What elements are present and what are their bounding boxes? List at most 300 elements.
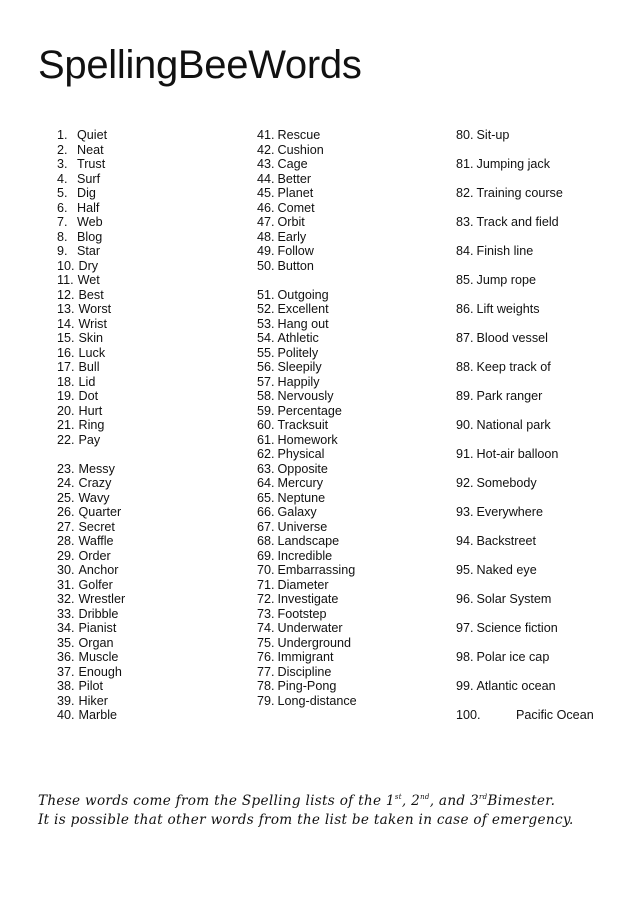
word-number: 65. [257, 490, 275, 505]
word-item [257, 491, 357, 506]
word-number: 54. [257, 331, 275, 345]
word-text: Skin [78, 331, 104, 345]
word-text: Muscle [78, 650, 119, 664]
word-number: 70. [257, 563, 275, 577]
word-item [57, 520, 125, 535]
footer-text: , 2 [401, 793, 421, 809]
word-item [257, 128, 357, 143]
word-number: 33. [57, 606, 75, 621]
word-number: 62. [257, 447, 275, 461]
word-number: 30. [57, 563, 75, 577]
footer-text: Bimester. [487, 793, 556, 809]
word-text: Blood vessel [476, 331, 548, 345]
word-number: 7. [57, 215, 68, 229]
spacer [257, 273, 357, 288]
word-item [456, 563, 594, 592]
word-number: 48. [257, 229, 275, 244]
word-item [456, 215, 594, 244]
word-text: Atlantic ocean [476, 679, 556, 693]
word-text: Dig [77, 186, 96, 200]
word-number: 44. [257, 171, 275, 186]
word-number: 73. [257, 606, 275, 621]
word-text: Web [77, 215, 103, 229]
word-text: Organ [78, 635, 114, 650]
word-number: 71. [257, 577, 275, 592]
word-number: 81. [456, 157, 474, 171]
word-number: 95. [456, 563, 474, 577]
word-number: 6. [57, 200, 68, 215]
word-text: Quarter [78, 505, 122, 519]
word-text: Investigate [277, 592, 339, 606]
word-text: Enough [78, 664, 122, 679]
word-number: 82. [456, 186, 474, 200]
word-item [57, 375, 125, 390]
word-item [456, 476, 594, 505]
word-text: Comet [277, 200, 315, 215]
word-item [57, 244, 125, 259]
word-item [456, 505, 594, 534]
word-item [456, 128, 594, 157]
word-item [456, 418, 594, 447]
word-text: Embarrassing [277, 563, 356, 577]
word-item [57, 679, 125, 694]
word-item [257, 534, 357, 549]
word-text: Athletic [277, 331, 319, 345]
word-number: 58. [257, 389, 275, 403]
word-number: 23. [57, 461, 75, 476]
word-text: Tracksuit [277, 418, 329, 432]
word-text: Hurt [78, 403, 103, 418]
word-text: Backstreet [476, 534, 537, 548]
word-text: Order [78, 548, 111, 563]
word-text: Lift weights [476, 302, 540, 316]
word-item [57, 172, 125, 187]
word-number: 47. [257, 215, 275, 229]
word-text: Nervously [277, 389, 334, 403]
word-number: 59. [257, 403, 275, 418]
word-number: 16. [57, 345, 75, 360]
word-text: Finish line [476, 244, 534, 258]
word-text: Neat [77, 142, 104, 157]
word-text: Dot [78, 389, 99, 403]
word-item [257, 447, 357, 462]
word-number: 83. [456, 215, 474, 229]
word-text: Cage [277, 157, 308, 171]
word-item [257, 346, 357, 361]
word-number: 100. [456, 708, 481, 722]
word-item [257, 607, 357, 622]
word-number: 26. [57, 505, 75, 519]
word-item [257, 375, 357, 390]
word-text: Crazy [78, 476, 112, 490]
word-item [57, 665, 125, 680]
word-number: 51. [257, 287, 275, 302]
word-text: National park [476, 418, 551, 432]
word-text: Hiker [78, 693, 108, 708]
word-item [456, 592, 594, 621]
word-text: Half [77, 200, 100, 215]
word-number: 19. [57, 389, 75, 403]
word-column-3 [456, 128, 594, 737]
word-text: Wrestler [78, 592, 126, 606]
word-text: Bull [78, 360, 100, 374]
word-item [57, 389, 125, 404]
word-text: Naked eye [476, 563, 537, 577]
word-text: Best [78, 287, 104, 302]
word-text: Dribble [78, 606, 119, 621]
word-number: 57. [257, 374, 275, 389]
word-text: Universe [277, 519, 328, 534]
footer-text: , and 3 [429, 793, 479, 809]
word-number: 32. [57, 592, 75, 606]
word-text: Star [77, 244, 101, 258]
word-item [57, 273, 125, 288]
word-number: 35. [57, 635, 75, 650]
word-number: 25. [57, 490, 75, 505]
word-item [456, 650, 594, 679]
word-item [57, 549, 125, 564]
word-number: 69. [257, 548, 275, 563]
word-item [257, 360, 357, 375]
word-item [257, 302, 357, 317]
word-item [456, 157, 594, 186]
word-number: 27. [57, 519, 75, 534]
word-item [456, 708, 594, 737]
word-item [257, 389, 357, 404]
word-item [257, 244, 357, 259]
word-number: 96. [456, 592, 474, 606]
word-item [57, 201, 125, 216]
word-item [57, 636, 125, 651]
word-text: Pacific Ocean [516, 708, 594, 722]
word-text: Incredible [277, 548, 333, 563]
word-number: 5. [57, 186, 68, 200]
word-text: Pilot [78, 679, 104, 693]
word-text: Worst [78, 302, 112, 316]
word-text: Jumping jack [476, 157, 551, 171]
word-text: Rescue [277, 128, 321, 142]
footer-sup: nd [420, 793, 430, 801]
word-item [257, 157, 357, 172]
word-item [57, 462, 125, 477]
word-text: Solar System [476, 592, 552, 606]
word-text: Footstep [277, 606, 327, 621]
word-item [57, 694, 125, 709]
word-item [57, 592, 125, 607]
word-item [456, 273, 594, 302]
word-text: Waffle [78, 534, 114, 548]
word-item [456, 389, 594, 418]
word-text: Keep track of [476, 360, 551, 374]
word-text: Golfer [78, 577, 113, 592]
word-number: 4. [57, 171, 68, 186]
word-item [257, 462, 357, 477]
word-item [456, 621, 594, 650]
word-number: 13. [57, 302, 75, 316]
word-item [257, 694, 357, 709]
word-number: 72. [257, 592, 275, 606]
word-text: Anchor [78, 563, 119, 577]
spacer [57, 447, 125, 462]
word-number: 60. [257, 418, 275, 432]
word-text: Neptune [277, 490, 326, 505]
word-text: Long-distance [277, 693, 357, 708]
word-text: Wrist [78, 316, 107, 331]
word-text: Underground [277, 635, 352, 650]
word-item [456, 302, 594, 331]
word-item [257, 143, 357, 158]
word-number: 68. [257, 534, 275, 548]
word-number: 38. [57, 679, 75, 693]
word-item [57, 578, 125, 593]
footer-sup: st [394, 793, 402, 801]
word-text: Early [277, 229, 307, 244]
word-number: 29. [57, 548, 75, 563]
word-item [57, 607, 125, 622]
word-item [456, 447, 594, 476]
word-text: Lid [78, 374, 96, 389]
word-item [57, 230, 125, 245]
word-item [257, 433, 357, 448]
word-item [257, 418, 357, 433]
word-item [257, 186, 357, 201]
word-text: Training course [476, 186, 563, 200]
word-item [57, 418, 125, 433]
word-text: Surf [77, 171, 101, 186]
word-text: Happily [277, 374, 320, 389]
word-number: 56. [257, 360, 275, 374]
word-number: 10. [57, 258, 75, 273]
word-item [57, 534, 125, 549]
word-item [257, 404, 357, 419]
footer-text: These words come from the Spelling lists of the 1 [38, 793, 395, 809]
word-item [57, 186, 125, 201]
word-item [257, 636, 357, 651]
word-item [57, 143, 125, 158]
word-column-2 [257, 128, 357, 708]
word-text: Everywhere [476, 505, 544, 519]
word-item [257, 578, 357, 593]
word-number: 67. [257, 519, 275, 534]
word-item [57, 302, 125, 317]
word-item [257, 679, 357, 694]
word-number: 21. [57, 418, 75, 432]
word-number: 93. [456, 505, 474, 519]
word-text: Wavy [78, 490, 110, 505]
word-number: 43. [257, 157, 275, 171]
word-text: Physical [277, 447, 325, 461]
word-number: 99. [456, 679, 474, 693]
word-item [257, 476, 357, 491]
word-number: 97. [456, 621, 474, 635]
word-number: 22. [57, 432, 75, 447]
word-number: 66. [257, 505, 275, 519]
word-item [57, 404, 125, 419]
word-text: Homework [277, 432, 338, 447]
word-item [57, 215, 125, 230]
word-item [57, 259, 125, 274]
word-number: 45. [257, 186, 275, 200]
word-text: Underwater [277, 621, 343, 635]
word-number: 24. [57, 476, 75, 490]
word-text: Marble [78, 708, 118, 722]
word-item [57, 157, 125, 172]
word-item [257, 563, 357, 578]
word-item [57, 476, 125, 491]
word-text: Better [277, 171, 312, 186]
word-item [57, 317, 125, 332]
word-item [456, 331, 594, 360]
word-item [57, 621, 125, 636]
word-item [257, 621, 357, 636]
word-number: 98. [456, 650, 474, 664]
word-item [257, 288, 357, 303]
word-number: 63. [257, 461, 275, 476]
word-number: 64. [257, 476, 275, 490]
word-text: Ping-Pong [277, 679, 337, 693]
word-number: 86. [456, 302, 474, 316]
word-number: 8. [57, 229, 68, 244]
word-item [57, 346, 125, 361]
word-number: 74. [257, 621, 275, 635]
word-number: 79. [257, 693, 275, 708]
word-text: Park ranger [476, 389, 543, 403]
word-item [57, 650, 125, 665]
word-item [257, 331, 357, 346]
word-number: 40. [57, 708, 75, 722]
word-text: Ring [78, 418, 105, 432]
word-number: 46. [257, 200, 275, 215]
word-text: Politely [277, 345, 319, 360]
word-text: Wet [77, 273, 100, 287]
word-text: Hang out [277, 316, 329, 331]
word-number: 41. [257, 128, 275, 142]
word-item [257, 172, 357, 187]
word-number: 50. [257, 258, 275, 273]
word-item [57, 491, 125, 506]
word-text: Immigrant [277, 650, 334, 664]
word-item [456, 186, 594, 215]
word-item [257, 230, 357, 245]
word-number: 90. [456, 418, 474, 432]
word-number: 77. [257, 664, 275, 679]
word-number: 39. [57, 693, 75, 708]
word-number: 53. [257, 316, 275, 331]
footer-line-1 [38, 788, 574, 811]
word-text: Diameter [277, 577, 329, 592]
word-item [57, 563, 125, 578]
word-item [257, 317, 357, 332]
word-number: 61. [257, 432, 275, 447]
word-text: Mercury [277, 476, 323, 490]
footer-line-2: It is possible that other words from the list be taken in case of emergency. [38, 812, 574, 828]
word-text: Button [277, 258, 314, 273]
word-item [257, 505, 357, 520]
footer-note [38, 788, 574, 830]
word-item [57, 288, 125, 303]
word-number: 89. [456, 389, 474, 403]
word-number: 87. [456, 331, 474, 345]
word-item [456, 360, 594, 389]
word-number: 9. [57, 244, 68, 258]
word-number: 31. [57, 577, 75, 592]
word-number: 76. [257, 650, 275, 664]
word-number: 42. [257, 142, 275, 157]
word-item [57, 433, 125, 448]
word-number: 49. [257, 244, 275, 258]
word-number: 12. [57, 287, 75, 302]
word-item [57, 128, 125, 143]
word-text: Outgoing [277, 287, 329, 302]
word-item [257, 665, 357, 680]
word-number: 15. [57, 331, 75, 345]
word-text: Polar ice cap [476, 650, 550, 664]
word-number: 2. [57, 142, 68, 157]
page-title: SpellingBeeWords [38, 43, 362, 87]
word-number: 11. [57, 273, 74, 287]
word-item [456, 679, 594, 708]
word-text: Dry [78, 258, 99, 273]
word-item [257, 650, 357, 665]
word-text: Opposite [277, 461, 328, 476]
word-item [57, 708, 125, 723]
word-text: Galaxy [277, 505, 317, 519]
word-item [57, 505, 125, 520]
word-text: Excellent [277, 302, 329, 316]
word-text: Messy [78, 461, 115, 476]
word-number: 75. [257, 635, 275, 650]
word-item [57, 360, 125, 375]
word-text: Track and field [476, 215, 559, 229]
word-text: Follow [277, 244, 314, 258]
word-item [57, 331, 125, 346]
word-number: 37. [57, 664, 75, 679]
word-text: Pianist [78, 621, 117, 635]
word-text: Secret [78, 519, 115, 534]
word-number: 52. [257, 302, 275, 316]
word-number: 3. [57, 157, 68, 171]
word-text: Discipline [277, 664, 332, 679]
word-number: 84. [456, 244, 474, 258]
word-text: Planet [277, 186, 314, 200]
word-number: 80. [456, 128, 474, 142]
word-number: 14. [57, 316, 75, 331]
word-text: Landscape [277, 534, 340, 548]
word-item [456, 534, 594, 563]
word-text: Pay [78, 432, 101, 447]
word-item [257, 215, 357, 230]
word-text: Percentage [277, 403, 342, 418]
word-text: Hot-air balloon [476, 447, 559, 461]
word-number: 1. [57, 128, 68, 142]
word-number: 94. [456, 534, 474, 548]
word-text: Science fiction [476, 621, 558, 635]
word-text: Somebody [476, 476, 537, 490]
word-number: 78. [257, 679, 275, 693]
word-number: 17. [57, 360, 75, 374]
word-number: 20. [57, 403, 75, 418]
word-item [257, 201, 357, 216]
word-number: 92. [456, 476, 474, 490]
word-item [456, 244, 594, 273]
word-column-1 [57, 128, 125, 723]
word-text: Orbit [277, 215, 305, 229]
word-item [257, 549, 357, 564]
word-number: 34. [57, 621, 75, 635]
word-text: Sit-up [476, 128, 510, 142]
word-number: 36. [57, 650, 75, 664]
footer-sup: rd [478, 793, 488, 801]
